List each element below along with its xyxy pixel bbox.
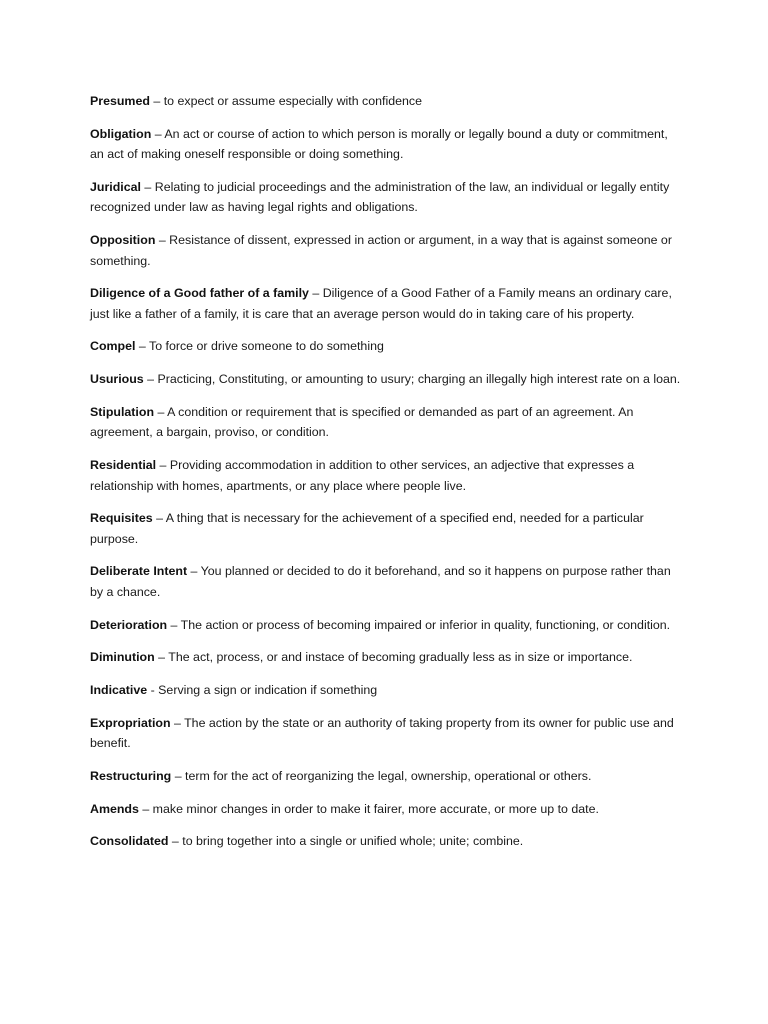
entry-separator: – [138,801,153,816]
entry-term: Deterioration [90,617,168,632]
entry-definition: Providing accommodation in addition to other services, an adjective that expresses a relationship with homes, apartments, or any place where people live. [90,458,635,493]
entry-definition: A condition or requirement that is specified or demanded as part of an agreement. An agreement, a bargain, proviso, or condition. [90,404,634,440]
glossary-entry-diligence [90,283,682,324]
entry-term: Deliberate Intent [90,564,188,579]
entry-term: Consolidated [90,834,169,849]
glossary-entry-compel [90,336,682,357]
entry-definition: To force or drive someone to do something [149,339,384,354]
glossary-entry-expropriation [90,713,682,754]
entry-separator: – [143,372,158,387]
entry-separator: – [168,834,183,849]
glossary-entry-usurious [90,369,682,390]
entry-separator: – [140,179,155,194]
entry-separator: – [154,650,169,665]
entry-definition: You planned or decided to do it beforehand, and so it happens on purpose rather than by a chance. [90,564,671,599]
entry-term: Expropriation [90,715,171,730]
entry-separator: – [155,233,170,248]
entry-definition: A thing that is necessary for the achievement of a specified end, needed for a particular purpose. [90,511,644,546]
entry-definition: An act or course of action to which person is morally or legally bound a duty or commitment, an act of making oneself responsible or doing something. [90,126,668,162]
entry-separator: – [167,617,181,632]
entry-term: Opposition [90,233,156,248]
glossary-document [90,91,682,864]
entry-separator: – [149,94,164,108]
entry-term: Amends [90,801,139,816]
entry-term: Presumed [90,94,150,108]
glossary-entry-residential [90,455,682,496]
entry-definition: Serving a sign or indication if something [158,682,378,697]
entry-separator: – [308,286,323,301]
glossary-entry-juridical [90,177,682,218]
glossary-entry-consolidated [90,831,682,852]
entry-term: Stipulation [90,404,155,419]
entry-term: Obligation [90,126,152,141]
glossary-entry-stipulation [90,402,682,443]
entry-term: Indicative [90,682,148,697]
entry-term: Diminution [90,650,155,665]
entry-definition: The action by the state or an authority of taking property from its owner for public use and benefit. [90,715,674,751]
entry-definition: to bring together into a single or unified whole; unite; combine. [182,834,524,849]
entry-term: Residential [90,458,157,472]
glossary-entry-restructuring [90,766,682,787]
glossary-entry-amends [90,799,682,820]
entry-definition: make minor changes in order to make it fairer, more accurate, or more up to date. [152,801,599,816]
entry-definition: The act, process, or and instace of becoming gradually less as in size or importance. [168,650,633,665]
entry-separator: – [135,339,149,354]
entry-definition: term for the act of reorganizing the legal, ownership, operational or others. [185,768,592,783]
glossary-entry-deliberate-intent [90,561,682,602]
glossary-entry-obligation [90,124,682,165]
entry-definition: The action or process of becoming impaired or inferior in quality, functioning, or condition. [180,617,671,632]
glossary-entry-opposition [90,230,682,271]
entry-term: Usurious [90,372,144,387]
entry-separator: – [154,404,168,419]
entry-separator: – [170,715,185,730]
glossary-entry-indicative [90,680,682,701]
entry-definition: Practicing, Constituting, or amounting to usury; charging an illegally high interest rate on a loan. [157,372,681,387]
entry-definition: Diligence of a Good Father of a Family means an ordinary care, just like a father of a family, it is care that an average person would do in taking care of his property. [90,286,672,321]
entry-term: Requisites [90,511,153,526]
entry-term: Restructuring [90,768,172,783]
entry-definition: Relating to judicial proceedings and the administration of the law, an individual or legally entity recognized under law as having legal rights and obligations. [90,179,670,215]
entry-separator: - [147,682,159,697]
entry-separator: – [151,126,165,141]
entry-separator: – [152,511,166,526]
entry-term: Diligence of a Good father of a family [90,286,309,301]
glossary-entry-requisites [90,508,682,549]
entry-term: Juridical [90,179,141,194]
entry-term: Compel [90,339,136,354]
glossary-entry-presumed [90,91,682,112]
glossary-entry-diminution [90,647,682,668]
entry-separator: – [187,564,201,579]
entry-separator: – [156,458,170,472]
glossary-entry-deterioration [90,615,682,636]
entry-definition: to expect or assume especially with confidence [163,94,422,108]
entry-definition: Resistance of dissent, expressed in action or argument, in a way that is against someone or something. [90,233,672,268]
entry-separator: – [171,768,186,783]
